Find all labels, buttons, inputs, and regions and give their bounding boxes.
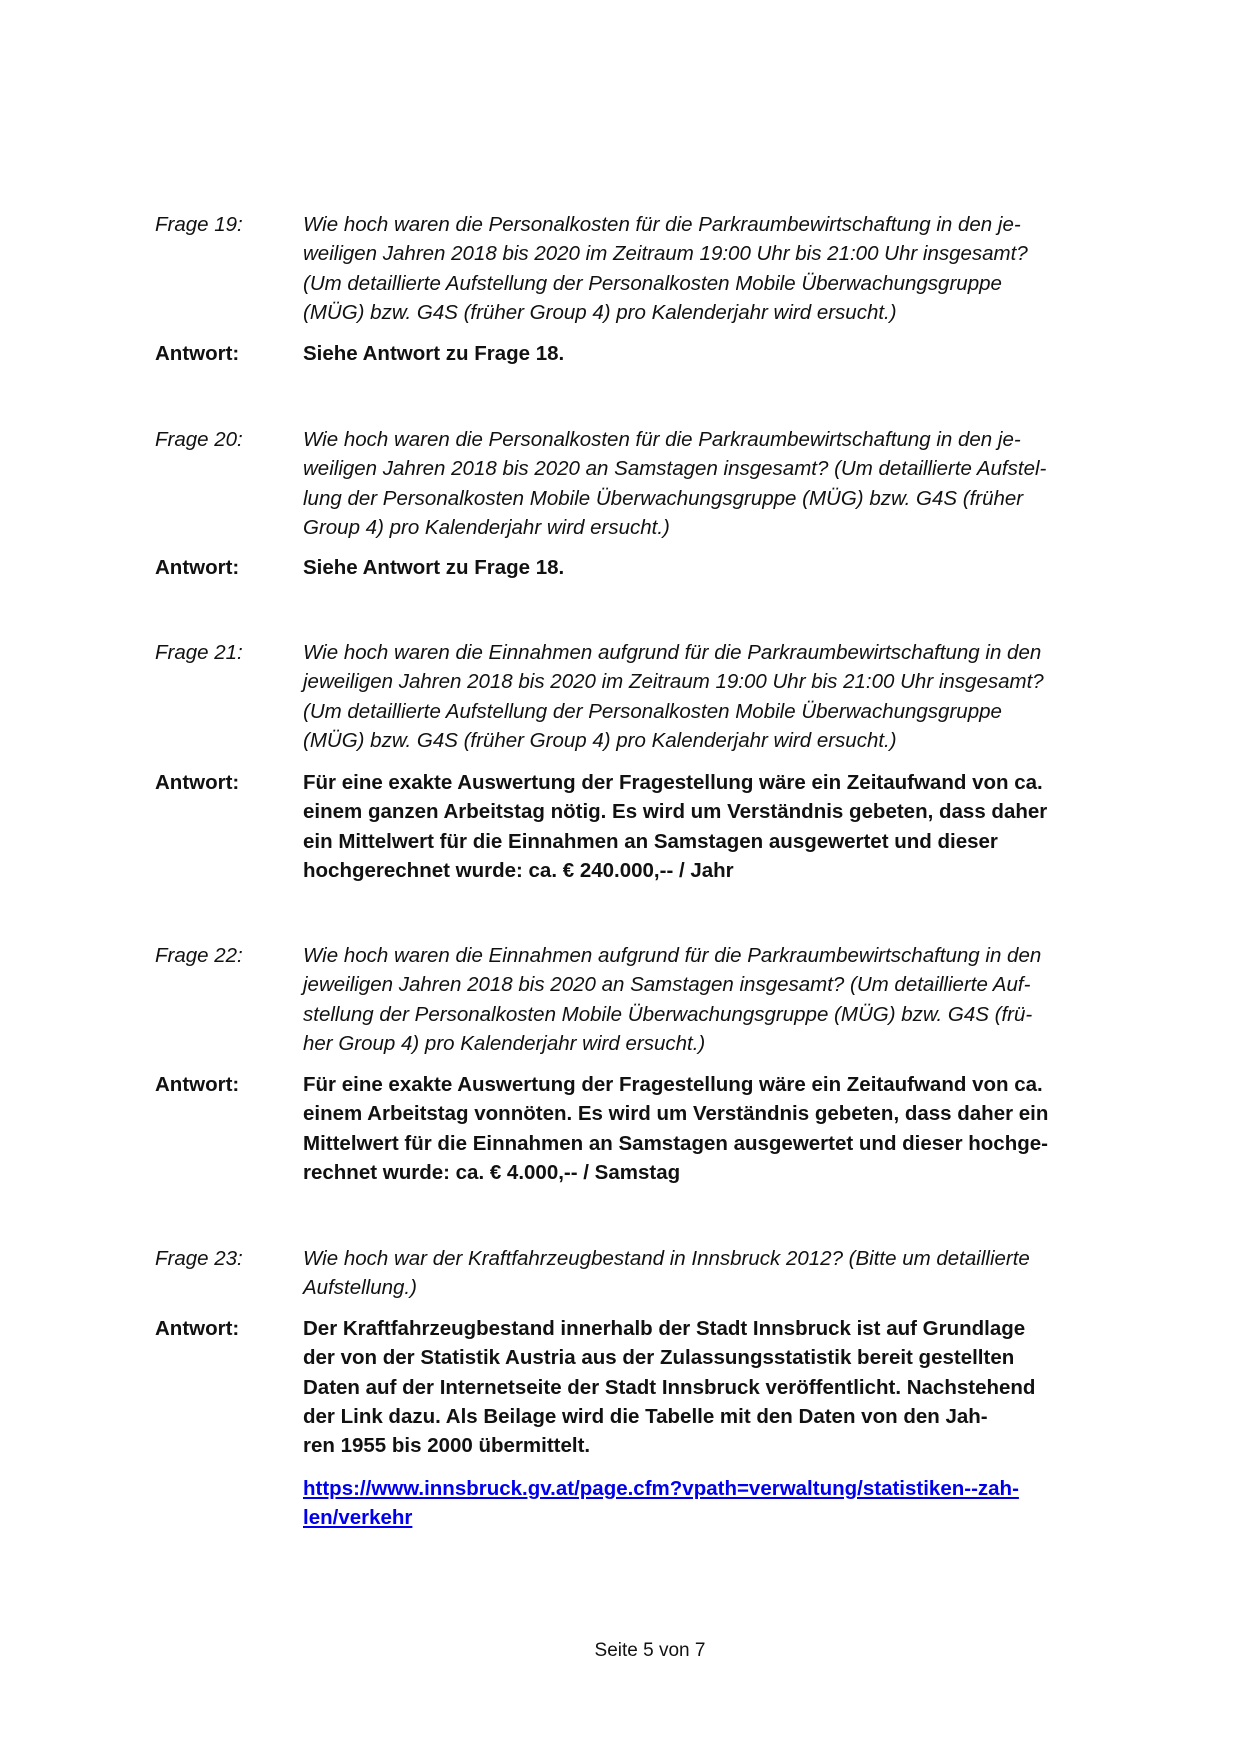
text-line: der von der Statistik Austria aus der Zulassungsstatistik bereit gestellten (303, 1346, 1015, 1370)
answer-label: Antwort: (155, 1073, 240, 1096)
text-line: (Um detaillierte Aufstellung der Personalkosten Mobile Überwachungsgruppe (303, 271, 1002, 295)
text-line: ren 1955 bis 2000 übermittelt. (303, 1434, 591, 1458)
text-line: Für eine exakte Auswertung der Fragestellung wäre ein Zeitaufwand von ca. (303, 771, 1043, 794)
text-line: Wie hoch waren die Personalkosten für die Parkraumbewirtschaftung in den je- (303, 428, 1021, 451)
question-label: Frage 22: (155, 944, 243, 967)
question-label: Frage 20: (155, 428, 243, 451)
answer-text (303, 768, 1163, 885)
question-text (303, 1244, 1163, 1303)
text-line: Wie hoch waren die Einnahmen aufgrund für die Parkraumbewirtschaftung in den (303, 641, 1042, 664)
text-line: weiligen Jahren 2018 bis 2020 im Zeitraum 19:00 Uhr bis 21:00 Uhr insgesamt? (303, 242, 1028, 266)
text-line: rechnet wurde: ca. € 4.000,-- / Samstag (303, 1160, 681, 1184)
statistics-link-line-1[interactable]: https://www.innsbruck.gv.at/page.cfm?vpath=verwaltung/statistiken--zah- (303, 1477, 1019, 1500)
text-line: Aufstellung.) (303, 1276, 417, 1300)
text-line: Wie hoch waren die Personalkosten für die Parkraumbewirtschaftung in den je- (303, 213, 1021, 236)
page-footer: Seite 5 von 7 (594, 1640, 706, 1661)
text-line: Wie hoch war der Kraftfahrzeugbestand in Innsbruck 2012? (Bitte um detaillierte (303, 1247, 1030, 1270)
question-label: Frage 23: (155, 1247, 243, 1270)
text-line: Für eine exakte Auswertung der Fragestellung wäre ein Zeitaufwand von ca. (303, 1073, 1043, 1096)
text-line: stellung der Personalkosten Mobile Überwachungsgruppe (MÜG) bzw. G4S (frü- (303, 1002, 1033, 1026)
text-line: Daten auf der Internetseite der Stadt Innsbruck veröffentlicht. Nachstehend (303, 1375, 1036, 1399)
question-label: Frage 21: (155, 641, 243, 664)
answer-label: Antwort: (155, 342, 240, 365)
text-line: Siehe Antwort zu Frage 18. (303, 556, 565, 579)
text-line: jeweiligen Jahren 2018 bis 2020 an Samstagen insgesamt? (Um detaillierte Auf- (303, 973, 1031, 997)
answer-text (303, 1314, 1163, 1460)
text-line: lung der Personalkosten Mobile Überwachungsgruppe (MÜG) bzw. G4S (früher (303, 486, 1024, 510)
text-line: Mittelwert für die Einnahmen an Samstagen ausgewertet und dieser hochge- (303, 1131, 1048, 1155)
text-line: weiligen Jahren 2018 bis 2020 an Samstagen insgesamt? (Um detaillierte Aufstel- (303, 457, 1047, 481)
text-line: Siehe Antwort zu Frage 18. (303, 342, 565, 365)
text-line: hochgerechnet wurde: ca. € 240.000,-- / Jahr (303, 858, 734, 882)
text-line: jeweiligen Jahren 2018 bis 2020 im Zeitraum 19:00 Uhr bis 21:00 Uhr insgesamt? (303, 670, 1044, 694)
answer-label: Antwort: (155, 556, 240, 579)
statistics-link-line-2[interactable]: len/verkehr (303, 1506, 413, 1530)
answer-text (303, 339, 1163, 368)
answer-text (303, 1070, 1163, 1187)
answer-label: Antwort: (155, 771, 240, 794)
text-line: einem ganzen Arbeitstag nötig. Es wird um Verständnis gebeten, dass daher (303, 800, 1048, 824)
text-line: her Group 4) pro Kalenderjahr wird ersucht.) (303, 1031, 706, 1055)
text-line: Group 4) pro Kalenderjahr wird ersucht.) (303, 515, 670, 539)
text-line: ein Mittelwert für die Einnahmen an Samstagen ausgewertet und dieser (303, 829, 998, 853)
text-line: Der Kraftfahrzeugbestand innerhalb der Stadt Innsbruck ist auf Grundlage (303, 1317, 1026, 1340)
question-text (303, 638, 1163, 755)
text-line: (MÜG) bzw. G4S (früher Group 4) pro Kalenderjahr wird ersucht.) (303, 728, 897, 752)
question-text (303, 210, 1163, 327)
text-line: (MÜG) bzw. G4S (früher Group 4) pro Kalenderjahr wird ersucht.) (303, 300, 897, 324)
question-label: Frage 19: (155, 213, 243, 236)
answer-text (303, 553, 1163, 582)
text-line: Wie hoch waren die Einnahmen aufgrund für die Parkraumbewirtschaftung in den (303, 944, 1042, 967)
answer-label: Antwort: (155, 1317, 240, 1340)
text-line: der Link dazu. Als Beilage wird die Tabelle mit den Daten von den Jah- (303, 1404, 988, 1428)
question-text (303, 941, 1163, 1058)
text-line: (Um detaillierte Aufstellung der Personalkosten Mobile Überwachungsgruppe (303, 699, 1002, 723)
text-line: einem Arbeitstag vonnöten. Es wird um Verständnis gebeten, dass daher ein (303, 1102, 1049, 1126)
question-text (303, 425, 1163, 542)
